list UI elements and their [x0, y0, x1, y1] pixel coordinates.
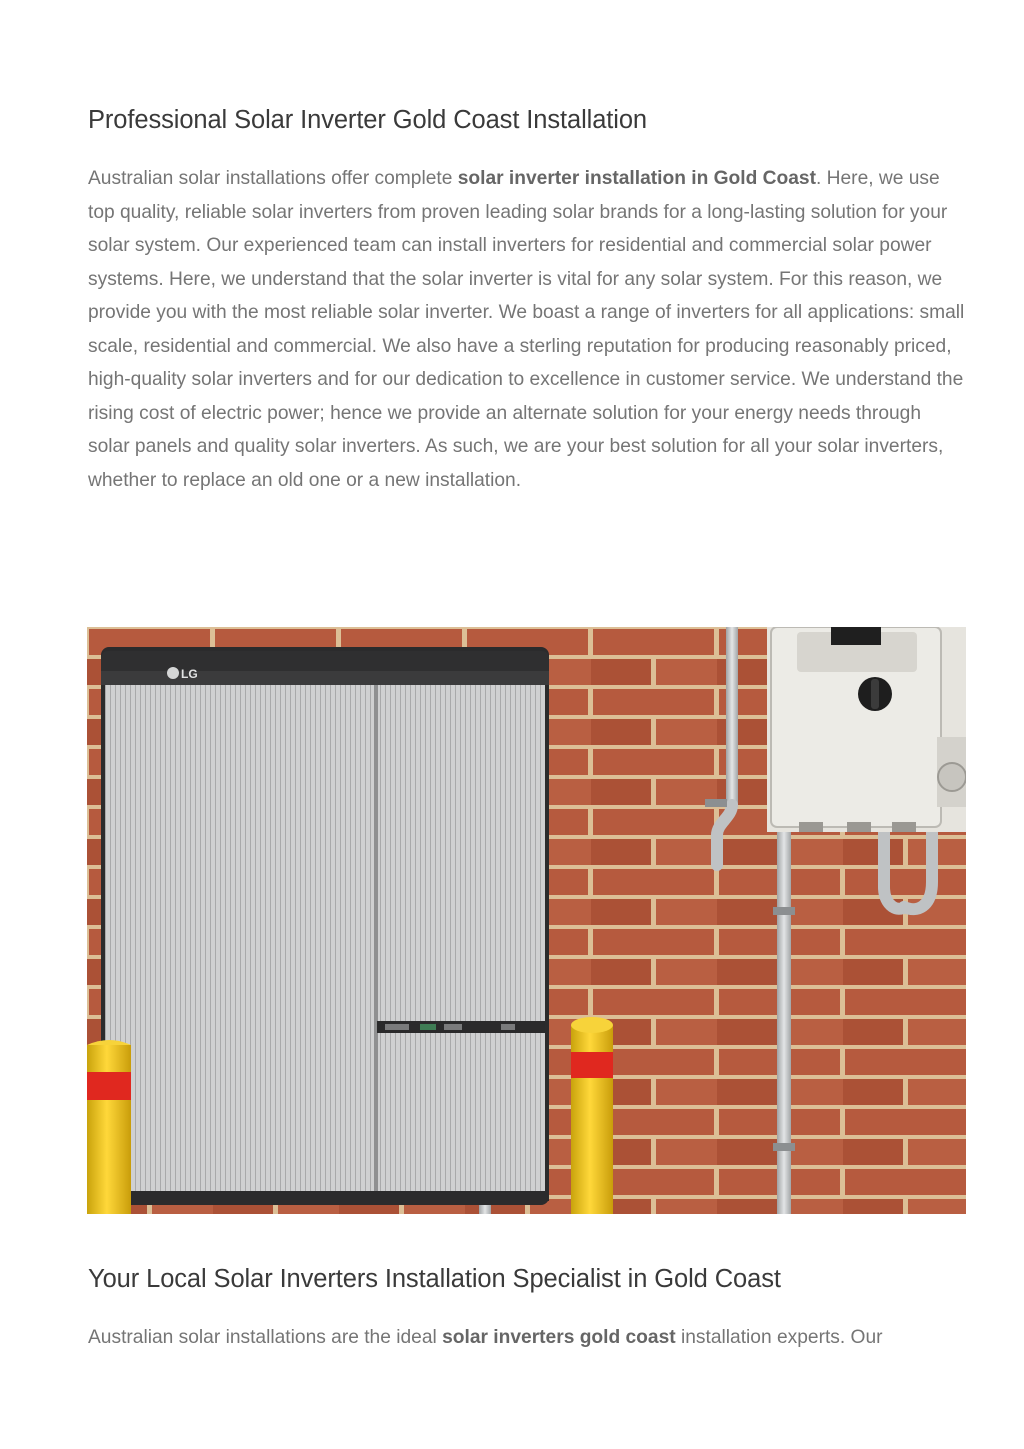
lg-battery [101, 647, 549, 1205]
intro-text-rest: . Here, we use top quality, reliable solar inverters from proven leading solar brands for a long-lasting solution for your solar system. Our experienced team can install inverters for residential and commercial solar power systems. Here, we understand that the solar inverter is vital for any solar system. For this reason, we provide you with the most reliable solar inverter. We boast a range of inverters for all applications: small scale, residential and commercial. We also have a sterling reputation for producing reasonably priced, high-quality solar inverters and for our dedication to excellence in customer service. We understand the rising cost of electric power; hence we provide an alternate solution for your energy needs through solar panels and quality solar inverters. As such, we are your best solution for all your solar inverters, whether to replace an old one or a new installation. [88, 168, 965, 491]
battery-installation-photo [87, 627, 966, 1214]
section-heading-inverter-installation: Professional Solar Inverter Gold Coast Installation [88, 106, 648, 134]
intro-text-bold: solar inverter installation in Gold Coast [457, 168, 816, 189]
specialist-text-rest: installation experts. Our [675, 1327, 883, 1348]
inverter-unit [767, 627, 966, 832]
specialist-text-lead: Australian solar installations are the ideal [88, 1327, 443, 1348]
intro-paragraph [88, 162, 966, 497]
section-heading-local-specialist: Your Local Solar Inverters Installation Specialist in Gold Coast [88, 1265, 781, 1293]
intro-text-lead: Australian solar installations offer complete [88, 168, 458, 189]
lg-logo-text: LG [181, 667, 198, 681]
specialist-text-bold: solar inverters gold coast [442, 1327, 676, 1348]
specialist-paragraph [88, 1321, 966, 1355]
